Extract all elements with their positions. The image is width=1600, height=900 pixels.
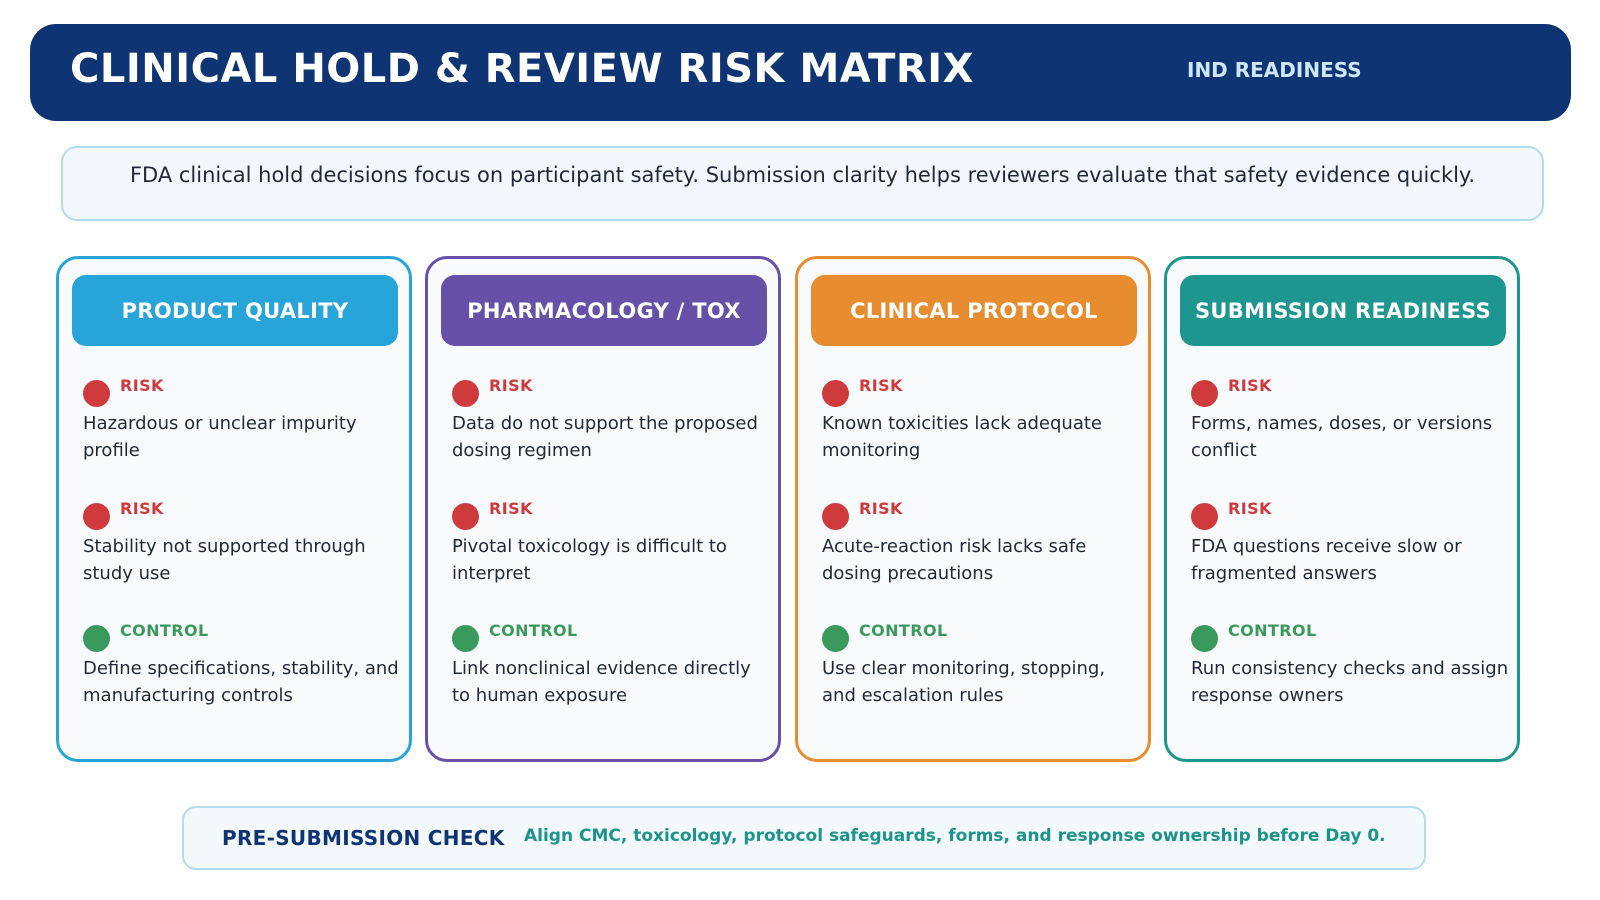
risk-dot-icon [83, 380, 110, 407]
risk-dot-icon [452, 380, 479, 407]
control-dot-icon [822, 625, 849, 652]
control-label: CONTROL [120, 621, 209, 640]
control-dot-icon [1191, 625, 1218, 652]
risk-label: RISK [120, 499, 164, 518]
risk-text: FDA questions receive slow or fragmented answers [1191, 536, 1462, 584]
card-pharmacology-tox [425, 256, 781, 762]
card-title: PHARMACOLOGY / TOX [441, 275, 767, 346]
risk-text: Known toxicities lack adequate monitoring [822, 413, 1102, 461]
control-text: Run consistency checks and assign response owners [1191, 658, 1509, 706]
control-dot-icon [452, 625, 479, 652]
intro-box [61, 146, 1544, 221]
card-title: SUBMISSION READINESS [1180, 275, 1506, 346]
risk-text: Acute-reaction risk lacks safe dosing precautions [822, 536, 1087, 584]
card-title: CLINICAL PROTOCOL [811, 275, 1137, 346]
risk-label: RISK [489, 376, 533, 395]
risk-dot-icon [822, 380, 849, 407]
card-clinical-protocol [795, 256, 1151, 762]
page-title: CLINICAL HOLD & REVIEW RISK MATRIX [70, 46, 974, 92]
risk-text: Stability not supported through study use [83, 536, 366, 584]
risk-dot-icon [1191, 380, 1218, 407]
risk-label: RISK [859, 376, 903, 395]
card-product-quality [56, 256, 412, 762]
control-text: Use clear monitoring, stopping, and escalation rules [822, 658, 1106, 706]
risk-label: RISK [120, 376, 164, 395]
risk-dot-icon [83, 503, 110, 530]
header-tag: IND READINESS [1187, 58, 1362, 82]
risk-label: RISK [1228, 376, 1272, 395]
risk-dot-icon [822, 503, 849, 530]
pre-submission-check-box [182, 806, 1426, 870]
title-banner [30, 24, 1571, 121]
card-title: PRODUCT QUALITY [72, 275, 398, 346]
risk-label: RISK [1228, 499, 1272, 518]
risk-dot-icon [1191, 503, 1218, 530]
risk-text: Forms, names, doses, or versions conflict [1191, 413, 1493, 461]
footer-text: Align CMC, toxicology, protocol safeguards, forms, and response ownership before Day 0. [524, 826, 1386, 846]
risk-dot-icon [452, 503, 479, 530]
control-text: Define specifications, stability, and manufacturing controls [83, 658, 399, 706]
risk-text: Hazardous or unclear impurity profile [83, 413, 357, 461]
footer-label: PRE-SUBMISSION CHECK [222, 826, 505, 850]
risk-text: Pivotal toxicology is difficult to interpret [452, 536, 727, 584]
risk-label: RISK [489, 499, 533, 518]
control-label: CONTROL [489, 621, 578, 640]
intro-text: FDA clinical hold decisions focus on participant safety. Submission clarity helps reviewers evaluate that safety evidence quickly. [129, 163, 1476, 187]
risk-label: RISK [859, 499, 903, 518]
card-submission-readiness [1164, 256, 1520, 762]
control-label: CONTROL [1228, 621, 1317, 640]
control-label: CONTROL [859, 621, 948, 640]
control-dot-icon [83, 625, 110, 652]
control-text: Link nonclinical evidence directly to human exposure [452, 658, 751, 706]
risk-text: Data do not support the proposed dosing regimen [452, 413, 758, 461]
